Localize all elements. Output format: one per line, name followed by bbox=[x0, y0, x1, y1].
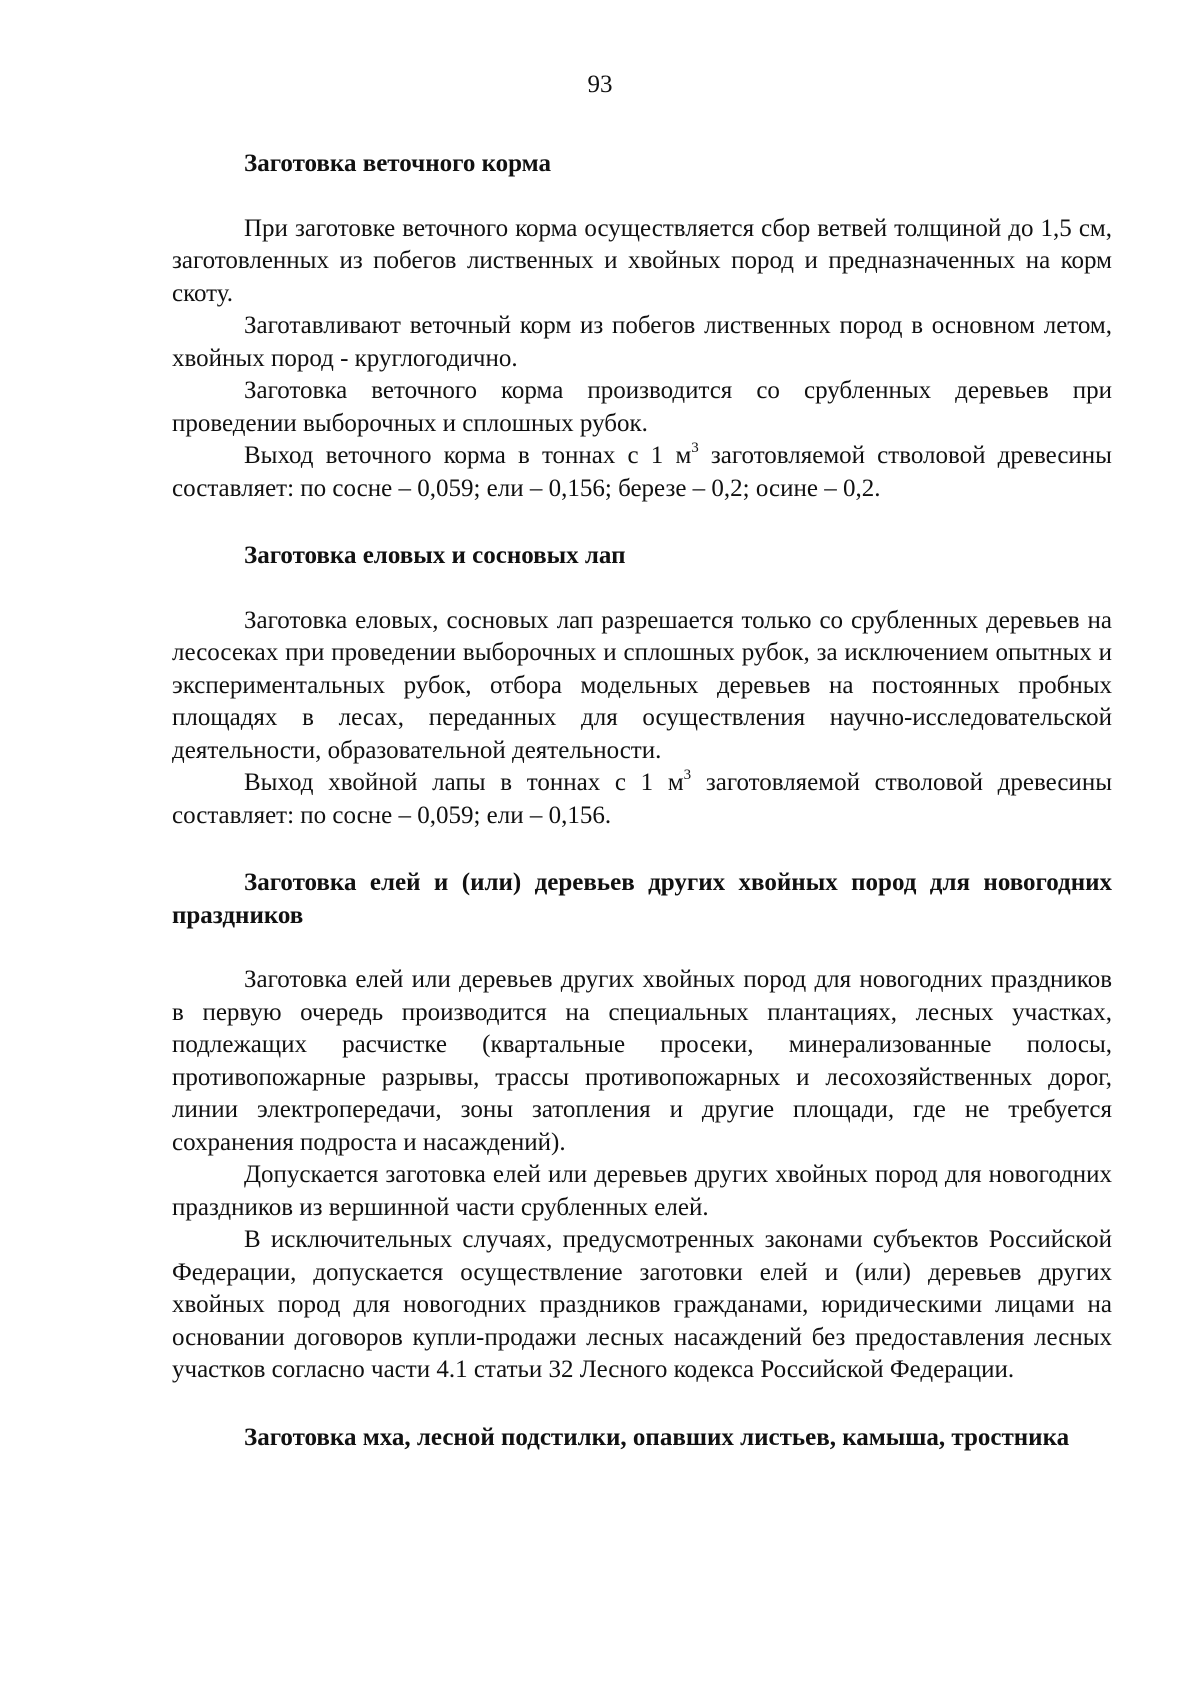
superscript: 3 bbox=[683, 766, 692, 783]
page-number: 93 bbox=[587, 71, 613, 98]
paragraph: Заготовка елей или деревьев других хвойных пород для новогодних праздников в первую очередь производится на специальных плантациях, лесных участках, подлежащих расчистке (квартальные просеки, минерализованные полосы, противопожарные разрывы, трассы противопожарных и лесохозяйственных дорог, линии электропередачи, зоны затопления и другие площади, где не требуется сохранения подроста и насаждений). bbox=[172, 966, 1112, 1156]
yield-text-start: Выход хвойной лапы в тоннах с 1 м bbox=[244, 769, 684, 796]
section-conifer-branches bbox=[172, 540, 1112, 832]
yield-paragraph bbox=[172, 767, 1112, 832]
section-heading: Заготовка еловых и сосновых лап bbox=[244, 542, 626, 569]
paragraph: Допускается заготовка елей или деревьев других хвойных пород для новогодних праздников из вершинной части срубленных елей. bbox=[172, 1161, 1112, 1221]
yield-text-end: заготовляемой стволовой древесины составляет: по сосне – 0,059; ели – 0,156. bbox=[172, 769, 1112, 829]
paragraph: При заготовке веточного корма осуществляется сбор ветвей толщиной до 1,5 см, заготовленных из побегов лиственных и хвойных пород и предназначенных на корм скоту. bbox=[172, 214, 1112, 307]
paragraph: Заготовка еловых, сосновых лап разрешается только со срубленных деревьев на лесосеках при проведении выборочных и сплошных рубок, за исключением опытных и экспериментальных рубок, отбора модельных деревьев на постоянных пробных площадях в лесах, переданных для осуществления научно-исследовательской деятельности, образовательной деятельности. bbox=[172, 606, 1112, 764]
yield-text-start: Выход веточного корма в тоннах с 1 м bbox=[244, 442, 692, 469]
document-body bbox=[172, 148, 1112, 1454]
superscript: 3 bbox=[691, 439, 699, 456]
yield-text-end: заготовляемой стволовой древесины составляет: по сосне – 0,059; ели – 0,156; березе – 0,2; осине – 0,2. bbox=[172, 442, 1112, 502]
section-heading: Заготовка елей и (или) деревьев других хвойных пород для новогодних праздников bbox=[172, 869, 1112, 929]
section-new-year-trees bbox=[172, 867, 1112, 1387]
paragraph: В исключительных случаях, предусмотренных законами субъектов Российской Федерации, допускается осуществление заготовки елей и (или) деревьев других хвойных пород для новогодних праздников гражданами, юридическими лицами на основании договоров купли-продажи лесных насаждений без предоставления лесных участков согласно части 4.1 статьи 32 Лесного кодекса Российской Федерации. bbox=[172, 1226, 1112, 1383]
paragraph: Заготавливают веточный корм из побегов лиственных пород в основном летом, хвойных пород - круглогодично. bbox=[172, 312, 1112, 372]
section-heading: Заготовка мха, лесной подстилки, опавших листьев, камыша, тростника bbox=[244, 1423, 1070, 1451]
yield-paragraph bbox=[172, 440, 1112, 505]
section-moss-litter bbox=[172, 1422, 1112, 1455]
section-heading: Заготовка веточного корма bbox=[244, 150, 552, 177]
section-branch-feed bbox=[172, 148, 1112, 505]
paragraph: Заготовка веточного корма производится со срубленных деревьев при проведении выборочных и сплошных рубок. bbox=[172, 377, 1112, 437]
